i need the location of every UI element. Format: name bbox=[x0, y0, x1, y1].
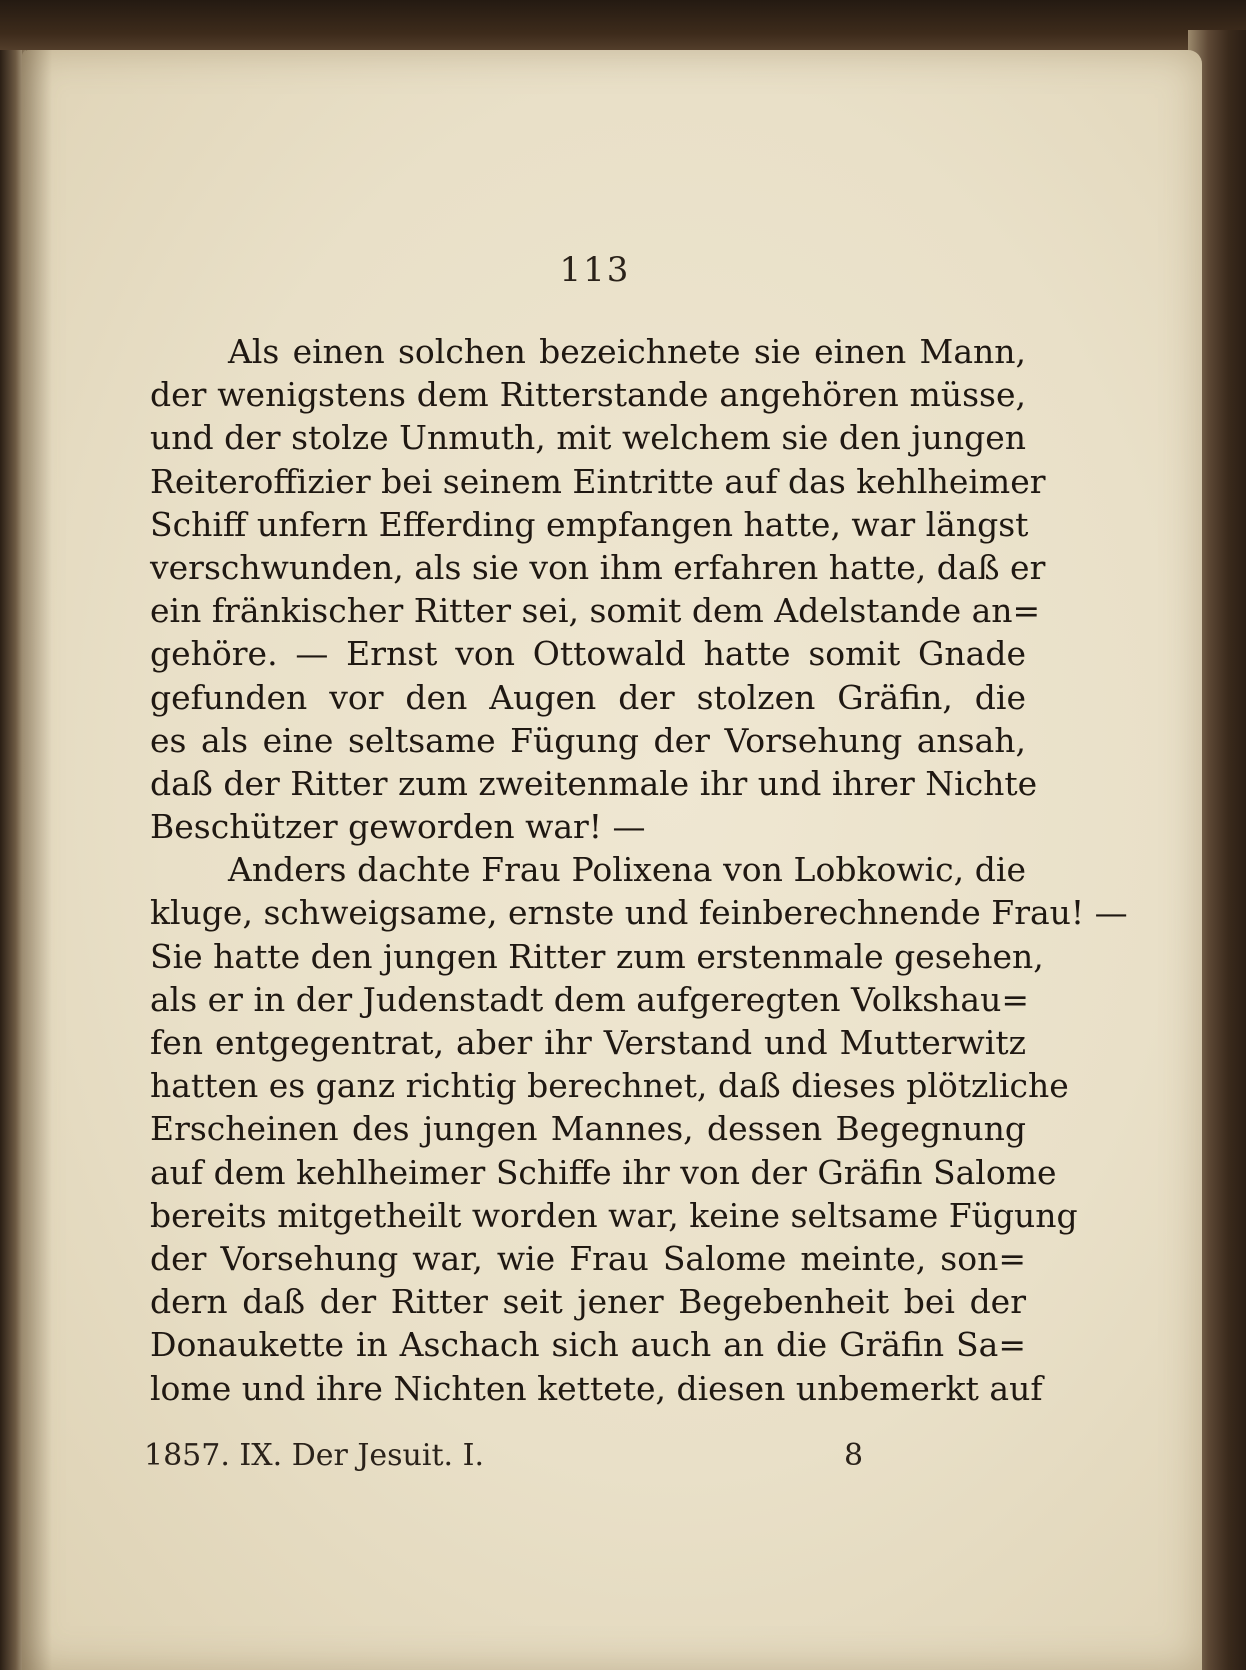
text-line: fen entgegentrat, aber ihr Verstand und Mutterwitz bbox=[150, 1023, 1026, 1062]
text-line: der Vorsehung war, wie Frau Salome meinte, son= bbox=[150, 1238, 1026, 1278]
book-page bbox=[22, 50, 1202, 1670]
text-line: als er in der Judenstadt dem aufgeregten Volkshau= bbox=[150, 979, 1029, 1019]
text-line: Schiff unfern Efferding empfangen hatte, war längst bbox=[150, 504, 1029, 544]
text-line: Reiteroffizier bei seinem Eintritte auf das kehlheimer bbox=[150, 461, 1046, 501]
text-line: Beschützer geworden war! — bbox=[150, 807, 646, 847]
cover-top-edge bbox=[0, 0, 1246, 56]
text-line: hatten es ganz richtig berechnet, daß dieses plötzliche bbox=[150, 1066, 1069, 1106]
text-line: ein fränkischer Ritter sei, somit dem Adelstande an= bbox=[150, 591, 1041, 631]
printer-signature: 1857. IX. Der Jesuit. I. bbox=[144, 1438, 484, 1473]
text-line: daß der Ritter zum zweitenmale ihr und ihrer Nichte bbox=[150, 763, 1038, 803]
text-line: Sie hatte den jungen Ritter zum erstenmale gesehen, bbox=[150, 936, 1044, 976]
body-text bbox=[150, 330, 1128, 1410]
sheet-number: 8 bbox=[844, 1438, 864, 1473]
text-line: es als eine seltsame Fügung der Vorsehung ansah, bbox=[150, 720, 1026, 760]
text-line: dern daß der Ritter seit jener Begebenheit bei der bbox=[150, 1282, 1026, 1322]
text-line: Erscheinen des jungen Mannes, dessen Begegnung bbox=[150, 1109, 1026, 1149]
text-line: lome und ihre Nichten kettete, diesen unbemerkt auf bbox=[150, 1368, 1043, 1408]
text-line: Als einen solchen bezeichnete sie einen Mann, bbox=[228, 332, 1026, 371]
text-line: Donaukette in Aschach sich auch an die Gräfin Sa= bbox=[150, 1325, 1026, 1365]
text-line: gehöre. — Ernst von Ottowald hatte somit Gnade bbox=[150, 634, 1026, 674]
text-line: verschwunden, als sie von ihm erfahren hatte, daß er bbox=[150, 547, 1046, 587]
page-number: 113 bbox=[559, 250, 631, 290]
text-line: Anders dachte Frau Polixena von Lobkowic, die bbox=[228, 850, 1026, 890]
text-line: gefunden vor den Augen der stolzen Gräfin, die bbox=[150, 677, 1026, 717]
page-footer bbox=[144, 1438, 864, 1482]
text-line: bereits mitgetheilt worden war, keine seltsame Fügung bbox=[150, 1195, 1078, 1235]
text-line: und der stolze Unmuth, mit welchem sie den jungen bbox=[150, 418, 1026, 458]
text-line: kluge, schweigsame, ernste und feinberechnende Frau! — bbox=[150, 893, 1128, 933]
text-line: auf dem kehlheimer Schiffe ihr von der Gräfin Salome bbox=[150, 1152, 1057, 1192]
text-line: der wenigstens dem Ritterstande angehören müsse, bbox=[150, 375, 1026, 415]
page-gutter-shadow bbox=[22, 50, 52, 1670]
